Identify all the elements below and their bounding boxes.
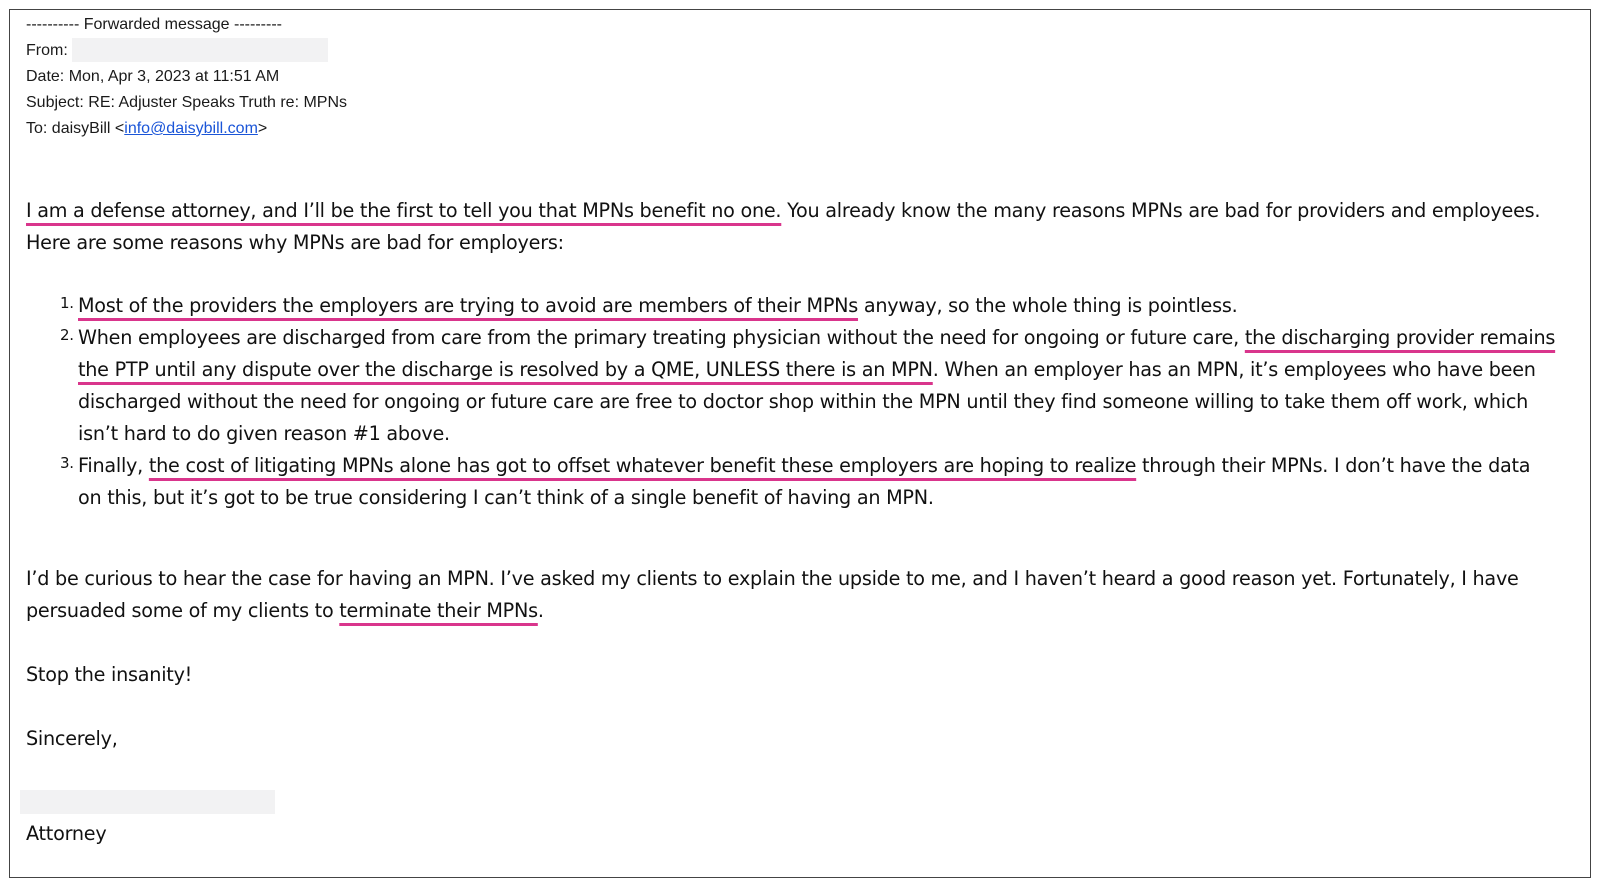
to-line	[26, 119, 267, 139]
redacted-signature	[20, 790, 275, 814]
list-item-line: discharged without the need for ongoing or future care are free to doctor shop within the MPN until they find someone willing to take them off work, which	[78, 390, 1529, 413]
exclaim-line: Stop the insanity!	[26, 663, 193, 686]
sincerely-line: Sincerely,	[26, 727, 118, 750]
highlight-item-2a: the discharging provider remains	[1244, 326, 1556, 349]
signature-title: Attorney	[26, 822, 107, 845]
from-label: From:	[26, 42, 68, 59]
list-item: Finally, the cost of litigating MPNs alone has got to offset whatever benefit these employers are hoping to realize through their MPNs. I don’t have the data	[78, 454, 1531, 477]
intro-line-1: I am a defense attorney, and I’ll be the first to tell you that MPNs benefit no one. You already know the many reasons MPNs are bad for providers and employees.	[26, 199, 1541, 222]
list-number: 1.	[60, 294, 74, 312]
list-item: Most of the providers the employers are trying to avoid are members of their MPNs anyway, so the whole thing is pointless.	[78, 294, 1238, 317]
list-number: 2.	[60, 326, 74, 344]
list-item: When employees are discharged from care from the primary treating physician without the need for ongoing or future care, the discharging provider remains	[78, 326, 1556, 349]
forwarded-marker: ---------- Forwarded message ---------	[26, 16, 282, 33]
to-suffix: >	[257, 120, 268, 137]
highlight-item-3: the cost of litigating MPNs alone has got to offset whatever benefit these employers are hoping to realize	[148, 454, 1137, 477]
closing-line-2: persuaded some of my clients to terminate their MPNs.	[26, 599, 544, 622]
highlight-intro: I am a defense attorney, and I’ll be the first to tell you that MPNs benefit no one.	[26, 199, 782, 222]
list-item-line: isn’t hard to do given reason #1 above.	[78, 422, 450, 445]
highlight-item-1: Most of the providers the employers are trying to avoid are members of their MPNs	[78, 294, 859, 317]
to-prefix: To: daisyBill <	[26, 120, 125, 137]
list-item-line: on this, but it’s got to be true considering I can’t think of a single benefit of having an MPN.	[78, 486, 934, 509]
list-number: 3.	[60, 454, 74, 472]
to-email-link[interactable]: info@daisybill.com	[124, 120, 258, 137]
highlight-terminate: terminate their MPNs	[339, 599, 538, 622]
redacted-sender	[72, 38, 328, 62]
list-item-line: the PTP until any dispute over the discharge is resolved by a QME, UNLESS there is an MPN. When an employer has an MPN, it’s employees who have been	[78, 358, 1536, 381]
date-line: Date: Mon, Apr 3, 2023 at 11:51 AM	[26, 68, 280, 85]
closing-line-1: I’d be curious to hear the case for having an MPN. I’ve asked my clients to explain the upside to me, and I haven’t heard a good reason yet. Fortunately, I have	[26, 567, 1519, 590]
subject-line: Subject: RE: Adjuster Speaks Truth re: MPNs	[26, 94, 348, 111]
intro-line-2: Here are some reasons why MPNs are bad for employers:	[26, 231, 564, 254]
highlight-item-2b: the PTP until any dispute over the discharge is resolved by a QME, UNLESS there is an MPN	[78, 358, 933, 381]
